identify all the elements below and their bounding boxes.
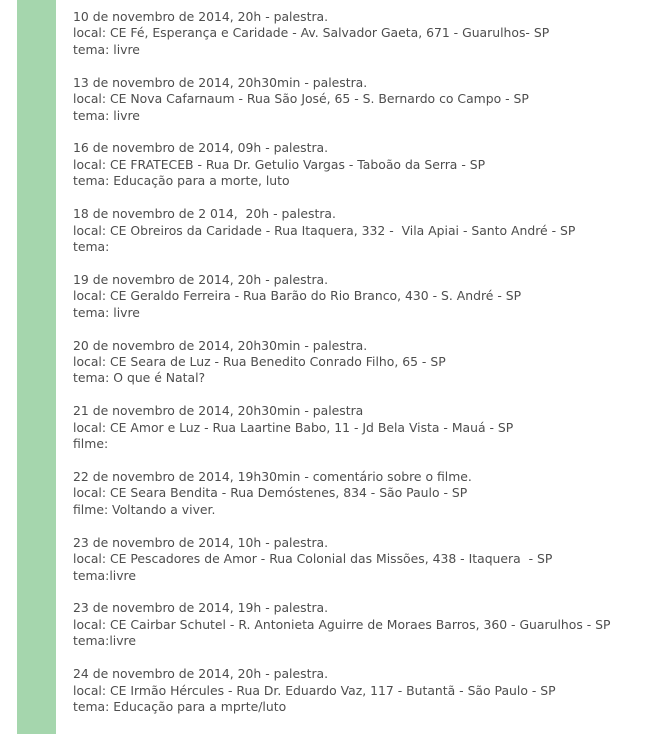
event-item — [73, 469, 658, 518]
event-item — [73, 9, 658, 58]
event-item — [73, 272, 658, 321]
event-topic-line: tema:livre — [73, 567, 136, 583]
event-topic-line: tema: O que é Natal? — [73, 370, 206, 386]
event-topic-line: tema: — [73, 238, 110, 254]
event-date-line: 13 de novembro de 2014, 20h30min - palestra. — [73, 74, 368, 90]
event-date-line: 10 de novembro de 2014, 20h - palestra. — [73, 9, 329, 24]
event-location-line: local: CE Cairbar Schutel - R. Antonieta Aguirre de Moraes Barros, 360 - Guarulhos - SP — [73, 616, 611, 632]
event-location-line: local: CE Amor e Luz - Rua Laartine Babo, 11 - Jd Bela Vista - Mauá - SP — [73, 419, 514, 435]
event-item — [73, 206, 658, 255]
event-item — [73, 600, 658, 649]
event-location-line: local: CE Geraldo Ferreira - Rua Barão do Rio Branco, 430 - S. André - SP — [73, 288, 522, 304]
event-date-line: 21 de novembro de 2014, 20h30min - palestra — [73, 403, 364, 419]
event-topic-line: tema: Educação para a morte, luto — [73, 173, 290, 189]
event-item — [73, 75, 658, 124]
green-sidebar-stripe — [17, 0, 56, 734]
event-location-line: local: CE Nova Cafarnaum - Rua São José, 65 - S. Bernardo co Campo - SP — [73, 91, 529, 107]
event-location-line: local: CE Seara de Luz - Rua Benedito Conrado Filho, 65 - SP — [73, 354, 446, 369]
event-location-line: local: CE Pescadores de Amor - Rua Colonial das Missões, 438 - Itaquera - SP — [73, 551, 553, 567]
event-location-line: local: CE Fé, Esperança e Caridade - Av. Salvador Gaeta, 671 - Guarulhos- SP — [73, 25, 550, 41]
event-location-line: local: CE Irmão Hércules - Rua Dr. Eduardo Vaz, 117 - Butantã - São Paulo - SP — [73, 682, 556, 698]
event-date-line: 16 de novembro de 2014, 09h - palestra. — [73, 140, 329, 156]
event-topic-line: filme: Voltando a viver. — [73, 501, 216, 517]
event-topic-line: filme: — [73, 436, 109, 452]
event-topic-line: tema:livre — [73, 633, 136, 649]
event-date-line: 19 de novembro de 2014, 20h - palestra. — [73, 271, 329, 287]
event-date-line: 23 de novembro de 2014, 10h - palestra. — [73, 534, 329, 550]
event-item — [73, 403, 658, 452]
event-item — [73, 666, 658, 715]
event-date-line: 22 de novembro de 2014, 19h30min - comentário sobre o filme. — [73, 469, 472, 485]
event-date-line: 20 de novembro de 2014, 20h30min - palestra. — [73, 337, 368, 353]
event-topic-line: tema: livre — [73, 304, 140, 320]
event-location-line: local: CE Obreiros da Caridade - Rua Itaquera, 332 - Vila Apiai - Santo André - SP — [73, 222, 576, 238]
event-topic-line: tema: livre — [73, 41, 140, 57]
event-date-line: 24 de novembro de 2014, 20h - palestra. — [73, 666, 329, 682]
event-topic-line: tema: Educação para a mprte/luto — [73, 699, 287, 714]
event-item — [73, 338, 658, 387]
event-location-line: local: CE FRATECEB - Rua Dr. Getulio Vargas - Taboão da Serra - SP — [73, 156, 486, 172]
event-item — [73, 535, 658, 584]
event-date-line: 18 de novembro de 2 014, 20h - palestra. — [73, 206, 336, 222]
event-location-line: local: CE Seara Bendita - Rua Demóstenes, 834 - São Paulo - SP — [73, 485, 468, 501]
event-item — [73, 140, 658, 189]
event-list — [73, 9, 658, 732]
event-topic-line: tema: livre — [73, 107, 140, 123]
event-date-line: 23 de novembro de 2014, 19h - palestra. — [73, 600, 329, 616]
